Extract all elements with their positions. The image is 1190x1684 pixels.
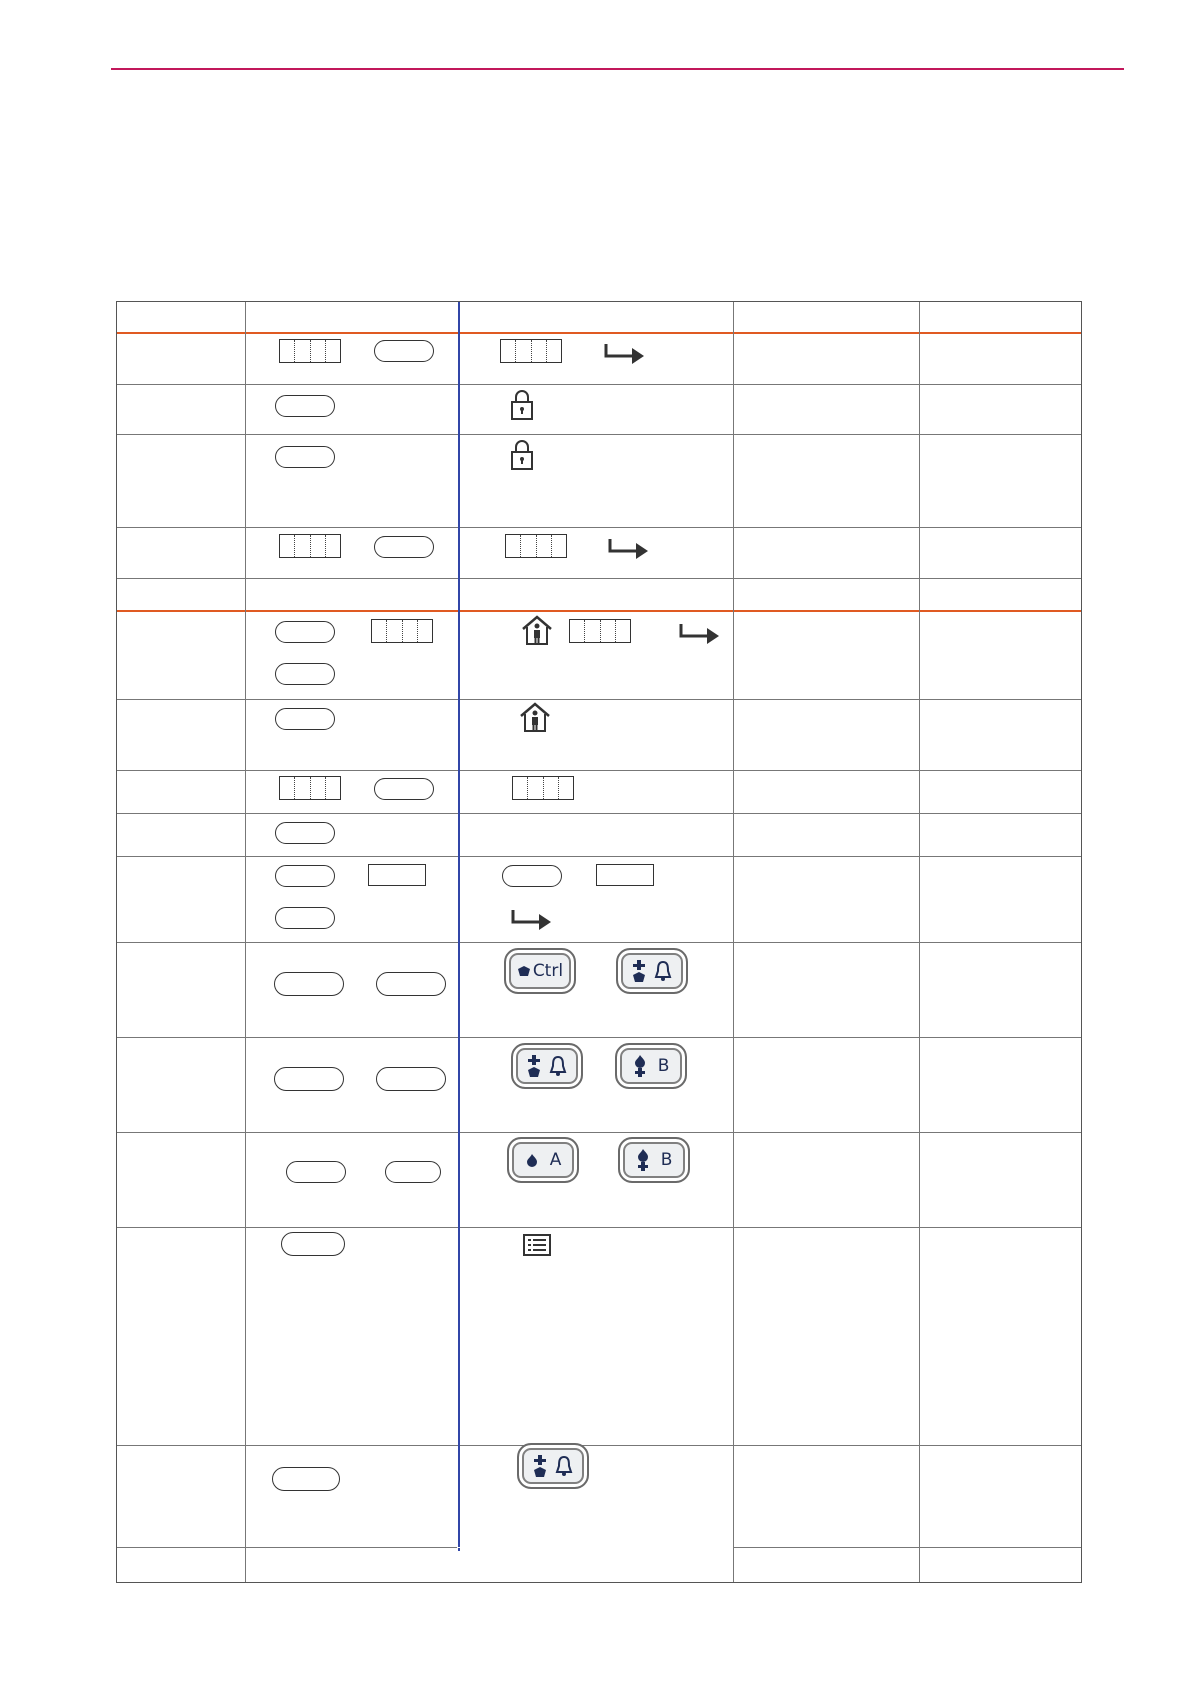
column-divider [919, 302, 920, 1582]
merged-cell-mask [458, 1547, 733, 1548]
oval-key-icon [275, 663, 335, 685]
header-rule [111, 68, 1124, 70]
medical-icon [632, 959, 646, 983]
row-divider [117, 699, 1081, 700]
oval-key-icon [376, 1067, 446, 1091]
row-divider [117, 1132, 1081, 1133]
row-divider [117, 856, 1081, 857]
list-icon [523, 1234, 551, 1256]
bell-key-icon [616, 948, 688, 994]
oval-key-icon [275, 907, 335, 929]
arrow-right-icon [608, 537, 650, 563]
oval-key-icon [374, 340, 434, 362]
ctrl-key-label: Ctrl [532, 961, 564, 981]
oval-key-icon [374, 536, 434, 558]
home-person-icon [518, 701, 552, 733]
police-icon [517, 965, 531, 977]
column-divider [245, 302, 246, 1582]
medical-icon [527, 1054, 541, 1078]
fire-b-key-icon [615, 1043, 687, 1089]
bell-key-icon [511, 1043, 583, 1089]
keypad-digits-icon [500, 339, 562, 363]
fire-b-key-icon [618, 1137, 690, 1183]
oval-key-icon [281, 1232, 345, 1256]
oval-key-icon [502, 865, 562, 887]
row-divider [117, 578, 1081, 579]
keypad-digits-icon [279, 534, 341, 558]
bell-icon [549, 1055, 567, 1077]
padlock-icon [510, 439, 534, 471]
arrow-right-icon [604, 342, 646, 368]
keypad-digits-icon [505, 534, 567, 558]
fire-medical-icon [633, 1054, 647, 1078]
row-divider [117, 942, 1081, 943]
bell-key-icon [517, 1443, 589, 1489]
row-divider [117, 1227, 1081, 1228]
row-divider [117, 1037, 1081, 1038]
padlock-icon [510, 389, 534, 421]
b-key-label: B [657, 1056, 670, 1076]
oval-key-icon [274, 1067, 344, 1091]
oval-key-icon [275, 708, 335, 730]
row-divider [117, 770, 1081, 771]
oval-key-icon [275, 621, 335, 643]
oval-key-icon [385, 1161, 441, 1183]
rectangle-key-icon [368, 864, 426, 886]
arrow-right-icon [679, 622, 721, 648]
keypad-digits-icon [279, 339, 341, 363]
keypad-digits-icon [512, 776, 574, 800]
fire-a-key-icon [507, 1137, 579, 1183]
key-function-table [116, 301, 1082, 1583]
oval-key-icon [275, 395, 335, 417]
row-divider [117, 813, 1081, 814]
row-divider [117, 1445, 1081, 1446]
oval-key-icon [374, 778, 434, 800]
row-divider [117, 384, 1081, 385]
section-divider [117, 610, 1081, 612]
bell-icon [555, 1455, 573, 1477]
oval-key-icon [275, 865, 335, 887]
row-divider [117, 434, 1081, 435]
oval-key-icon [275, 822, 335, 844]
row-divider [117, 527, 1081, 528]
keypad-digits-icon [569, 619, 631, 643]
column-divider-blue [458, 302, 460, 1551]
keypad-digits-icon [371, 619, 433, 643]
arrow-right-icon [511, 908, 553, 934]
oval-key-icon [376, 972, 446, 996]
home-person-icon [520, 614, 554, 646]
merged-cell-mask [457, 1546, 458, 1582]
oval-key-icon [274, 972, 344, 996]
oval-key-icon [286, 1161, 346, 1183]
fire-medical-icon [636, 1148, 650, 1172]
fire-icon [525, 1152, 539, 1168]
oval-key-icon [275, 446, 335, 468]
column-divider [733, 302, 734, 1582]
medical-icon [533, 1454, 547, 1478]
b-key-label: B [660, 1150, 673, 1170]
keypad-digits-icon [279, 776, 341, 800]
header-divider [117, 332, 1081, 334]
bell-icon [654, 960, 672, 982]
ctrl-key-icon [504, 948, 576, 994]
rectangle-key-icon [596, 864, 654, 886]
oval-key-icon [272, 1467, 340, 1491]
a-key-label: A [549, 1150, 562, 1170]
